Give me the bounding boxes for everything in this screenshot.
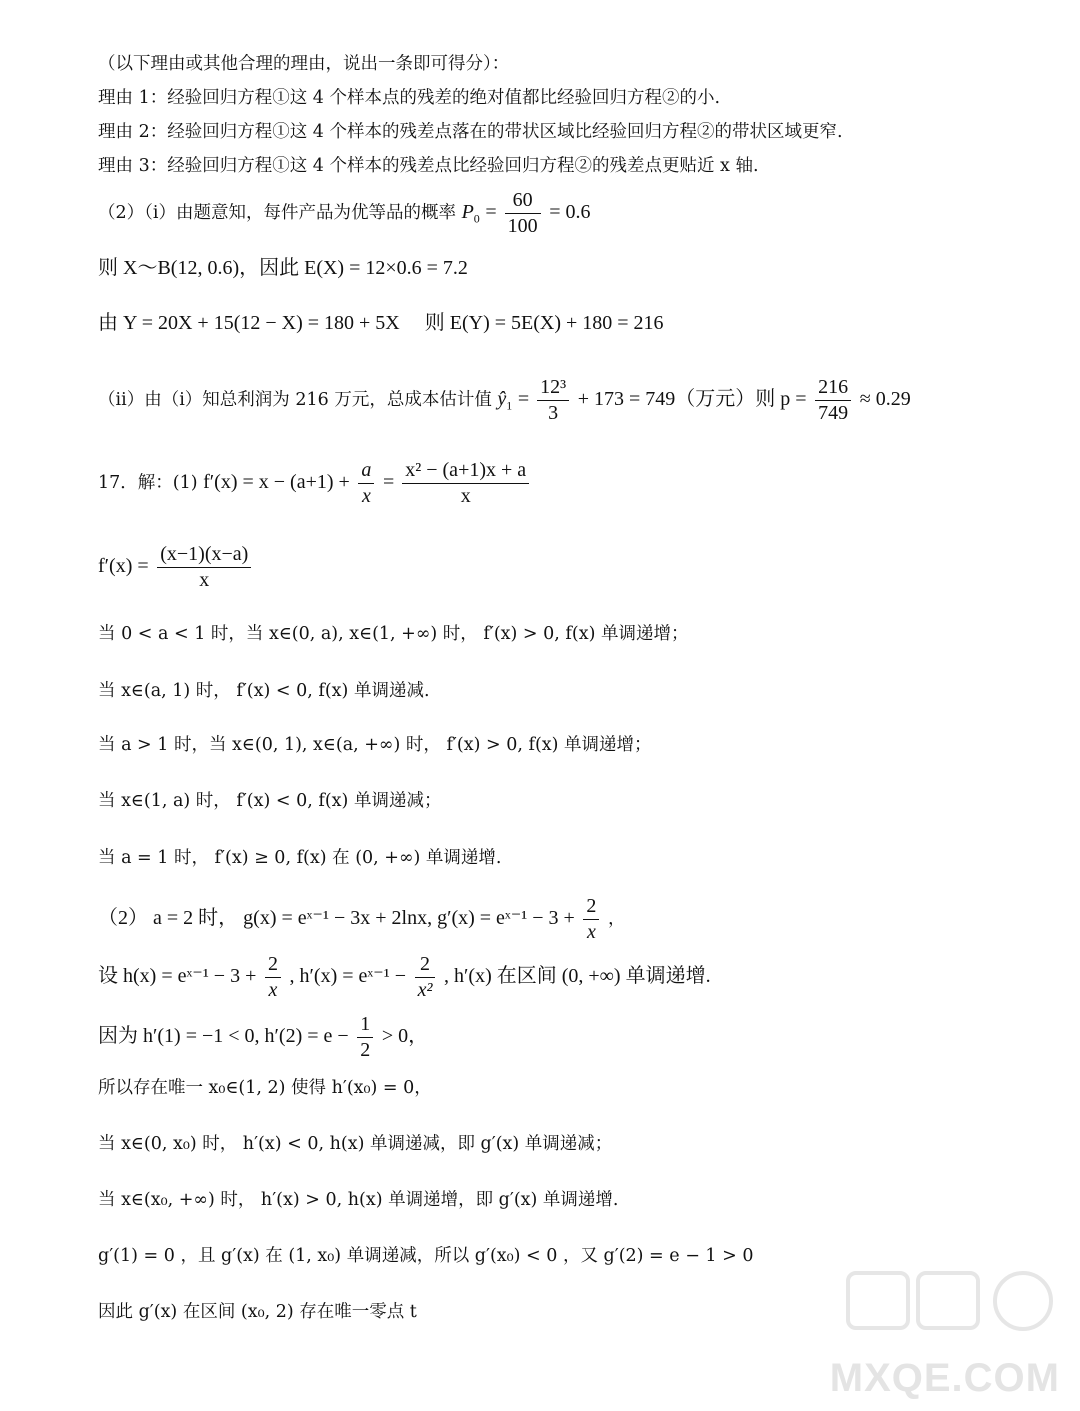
cost-fraction — [537, 375, 569, 426]
yhat-symbol: ŷ — [497, 388, 507, 410]
because-num: 1 — [357, 1012, 373, 1038]
watermark-text: MXQE.COM — [829, 1356, 1060, 1400]
h-frac2-den: x² — [417, 979, 433, 1001]
p0-num: 60 — [505, 188, 541, 214]
h-mid: , h′(x) = eˣ⁻¹ − — [289, 965, 406, 987]
tail-line-2: 当 x∈(0, x₀) 时， h′(x) < 0, h(x) 单调递减，即 g′(x) 单调递减； — [98, 1134, 613, 1154]
q17-frac1-den: x — [361, 485, 371, 507]
case-line-2: 当 x∈(a, 1) 时， f′(x) < 0, f(x) 单调递减. — [98, 681, 430, 701]
case-line-4: 当 x∈(1, a) 时， f′(x) < 0, f(x) 单调递减； — [98, 791, 442, 811]
q17-prefix: 17．解：(1) — [98, 473, 198, 493]
part2-g-frac — [583, 894, 599, 945]
part2ii-line: （ⅱ）由（ⅰ）知总利润为 216 万元，总成本估计值 $ŷ_1$ = $\frac{\text{12³}}{3}$ + 173 = 749（万元）则 p = $\frac{216}{749}$ ≈ 0.29 — [98, 376, 911, 424]
cost-num: 12³ — [537, 375, 569, 401]
p0-sub: 0 — [473, 211, 480, 226]
h-line — [98, 952, 711, 1003]
h-prefix: 设 h(x) = eˣ⁻¹ − 3 + — [98, 965, 257, 987]
tail-line-3: 当 x∈(x₀, +∞) 时， h′(x) > 0, h(x) 单调递增，即 g′(x) 单调递增. — [98, 1190, 619, 1210]
p-den: 749 — [818, 402, 849, 424]
reason-2: 理由 2：经验回归方程①这 4 个样本的残差点落在的带状区域比经验回归方程②的带状区域更窄. — [98, 122, 843, 142]
q17-expr: f′(x) = x − (a+1) + — [203, 471, 350, 493]
part2i-line: （2）（ⅰ）由题意知，每件产品为优等品的概率 $P_0$ = $\frac{60}{100}$ = 0.6 — [98, 189, 591, 237]
p-num: 216 — [815, 375, 851, 401]
case-line-5: 当 a = 1 时， f′(x) ≥ 0, f(x) 在 (0, +∞) 单调递增. — [98, 848, 502, 868]
q17-frac1 — [358, 458, 374, 509]
part2i-prefix: （2）（ⅰ）由题意知，每件产品为优等品的概率 — [98, 203, 456, 223]
fprime-frac — [157, 542, 251, 593]
q17-frac2-den: x — [460, 485, 471, 507]
reason-3: 理由 3：经验回归方程①这 4 个样本的残差点比经验回归方程②的残差点更贴近 x 轴. — [98, 156, 759, 176]
because-den: 2 — [360, 1039, 371, 1061]
q17-frac1-num: a — [358, 458, 374, 484]
reason-1: 理由 1：经验回归方程①这 4 个样本点的残差的绝对值都比经验回归方程②的小. — [98, 88, 721, 108]
fprime-line — [98, 542, 254, 593]
q17-frac2-num: x² − (a+1)x + a — [402, 458, 529, 484]
case-line-1: 当 0 < a < 1 时，当 x∈(0, a), x∈(1, +∞) 时， f′(x) > 0, f(x) 单调递增； — [98, 624, 689, 644]
because-frac — [357, 1012, 373, 1063]
tail-line-5: 因此 g′(x) 在区间 (x₀, 2) 存在唯一零点 t — [98, 1302, 417, 1322]
p-result: ≈ 0.29 — [859, 388, 911, 410]
binomial-line: 则 X～B(12, 0.6)，因此 E(X) = 12×0.6 = 7.2 — [98, 257, 468, 279]
because-line — [98, 1012, 428, 1063]
h-frac2-num: 2 — [415, 952, 436, 978]
q17-line: 17．解：(1) f′(x) = x − (a+1) + $\frac{a}{x}$ = $\frac{\text{x² − (a+1)x + a}}{x}$ — [98, 458, 532, 509]
p0-symbol: P — [461, 201, 474, 223]
h-frac1-den: x — [268, 979, 278, 1001]
fprime-den: x — [199, 569, 210, 591]
h-frac1 — [265, 952, 281, 1003]
p0-fraction — [505, 188, 541, 239]
part2-g-num: 2 — [583, 894, 599, 920]
part2-g-end: ， — [607, 909, 626, 929]
p0-result: = 0.6 — [549, 201, 591, 223]
h-frac1-num: 2 — [265, 952, 281, 978]
cost-den: 3 — [548, 402, 559, 424]
tail-line-1: 所以存在唯一 x₀∈(1, 2) 使得 h′(x₀) = 0， — [98, 1078, 432, 1098]
p-fraction — [815, 375, 851, 426]
fprime-num: (x−1)(x−a) — [157, 542, 251, 568]
h-end: , h′(x) 在区间 (0, +∞) 单调递增. — [444, 965, 711, 987]
p0-den: 100 — [507, 215, 538, 237]
intro-line: （以下理由或其他合理的理由，说出一条即可得分）： — [98, 54, 510, 74]
q17-frac2 — [402, 458, 529, 509]
fprime-lhs: f′(x) = — [98, 555, 149, 577]
case-line-3: 当 a > 1 时，当 x∈(0, 1), x∈(a, +∞) 时， f′(x) > 0, f(x) 单调递增； — [98, 735, 652, 755]
because-end: > 0， — [381, 1025, 429, 1047]
h-frac2 — [415, 952, 436, 1003]
y-expectation-line: 由 Y = 20X + 15(12 − X) = 180 + 5X 则 E(Y) = 5E(X) + 180 = 216 — [98, 312, 664, 334]
part2ii-prefix: （ⅱ）由（ⅰ）知总利润为 216 万元，总成本估计值 — [98, 390, 492, 410]
yhat-sub: 1 — [506, 398, 513, 413]
because-prefix: 因为 h′(1) = −1 < 0, h′(2) = e − — [98, 1025, 349, 1047]
part2-g-den: x — [586, 921, 596, 943]
part2-g-line — [98, 894, 625, 945]
tail-line-4: g′(1) = 0 ，且 g′(x) 在 (1, x₀) 单调递减，所以 g′(x₀) < 0 ，又 g′(2) = e − 1 > 0 — [98, 1246, 754, 1266]
part2-g-prefix: （2） a = 2 时， g(x) = eˣ⁻¹ − 3x + 2lnx, g′(x) = eˣ⁻¹ − 3 + — [98, 907, 575, 929]
cost-mid: + 173 = 749（万元）则 p = — [577, 388, 807, 410]
